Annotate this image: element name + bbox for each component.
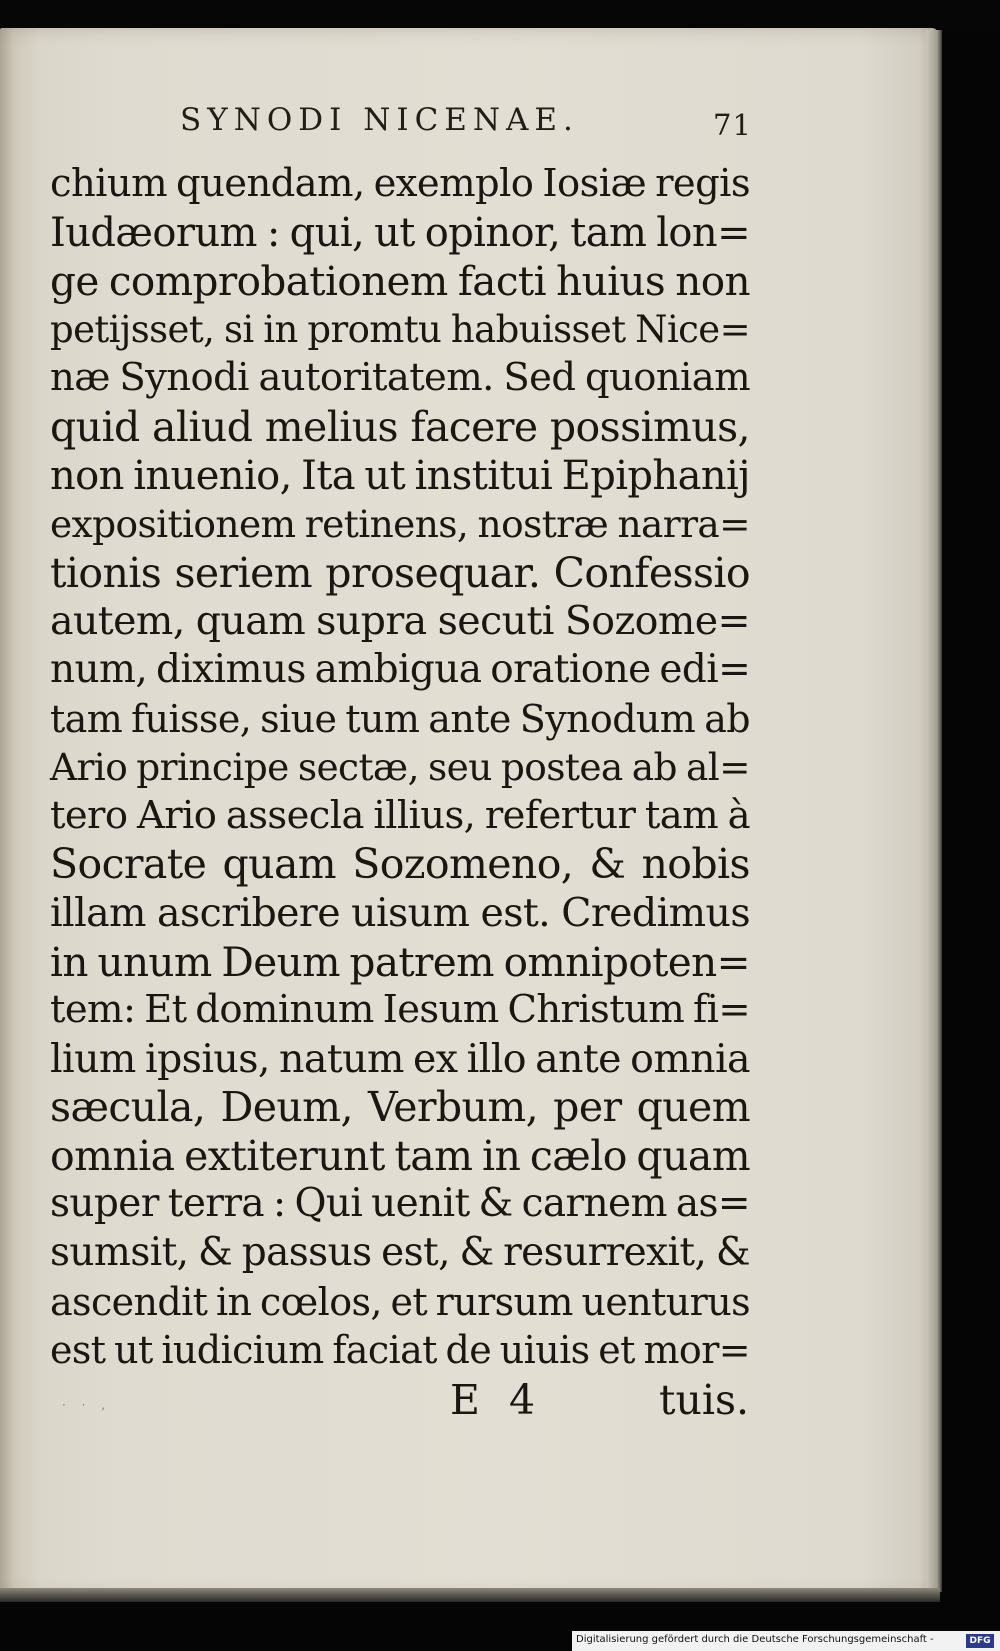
scanner-bed [0, 0, 1000, 30]
text-line: sæcula, Deum, Verbum, per quem [50, 1083, 750, 1132]
text-line: est ut iudicium faciat de uiuis et mor= [50, 1328, 750, 1373]
text-line: ge comprobationem facti huius non [50, 257, 750, 306]
text-line: ascendit in cœlos, et rursum uenturus [50, 1279, 750, 1324]
text-line: tionis seriem prosequar. Confessio [50, 548, 750, 597]
text-line: expositionem retinens, nostræ narra= [50, 502, 750, 547]
page-bottom-edge [0, 1588, 940, 1602]
text-line: Ario principe sectæ, seu postea ab al= [50, 745, 750, 790]
text-line: tam fuisse, siue tum ante Synodum ab [50, 696, 750, 741]
text-line: super terra : Qui uenit & carnem as= [50, 1181, 750, 1227]
page-edge [926, 30, 942, 1592]
text-line: næ Synodi autoritatem. Sed quoniam [50, 355, 750, 401]
text-line: illam ascribere uisum est. Credimus [50, 889, 750, 936]
signature-mark: E 4 [450, 1376, 544, 1424]
text-line: Iudæorum : qui, ut opinor, tam lon= [50, 209, 750, 256]
text-line: num, diximus ambigua oratione edi= [50, 646, 751, 692]
dfg-logo[interactable]: DFG [966, 1634, 994, 1648]
catchword: tuis. [659, 1376, 750, 1424]
text-line: lium ipsius, natum ex illo ante omnia [50, 1035, 750, 1082]
credit-bar [572, 1631, 1000, 1651]
paper-specks: · · , [62, 1398, 112, 1412]
text-line: Socrate quam Sozomeno, & nobis [50, 840, 750, 889]
text-line: autem, quam supra secuti Sozome= [50, 598, 750, 645]
text-line: tem: Et dominum Iesum Christum fi= [50, 987, 750, 1033]
running-head [170, 102, 810, 148]
body-text [50, 160, 750, 1375]
running-head-title: SYNODI NICENAE. [180, 102, 579, 138]
text-line: omnia extiterunt tam in cælo quam [50, 1131, 750, 1180]
text-line: in unum Deum patrem omnipoten= [50, 937, 750, 986]
text-line: chium quendam, exemplo Iosiæ regis [50, 161, 750, 206]
credit-text: Digitalisierung gefördert durch die Deutsche Forschungsgemeinschaft - [576, 1634, 934, 1645]
text-line: tero Ario assecla illius, refertur tam à [50, 792, 750, 838]
page-number: 71 [713, 108, 752, 142]
text-line: sumsit, & passus est, & resurrexit, & [50, 1230, 750, 1276]
page-footer [50, 1376, 750, 1426]
text-line: non inuenio, Ita ut institui Epiphanij [50, 452, 750, 499]
text-line: quid aliud melius facere possimus, [50, 402, 750, 451]
text-line: petijsset, si in promtu habuisset Nice= [50, 307, 750, 351]
